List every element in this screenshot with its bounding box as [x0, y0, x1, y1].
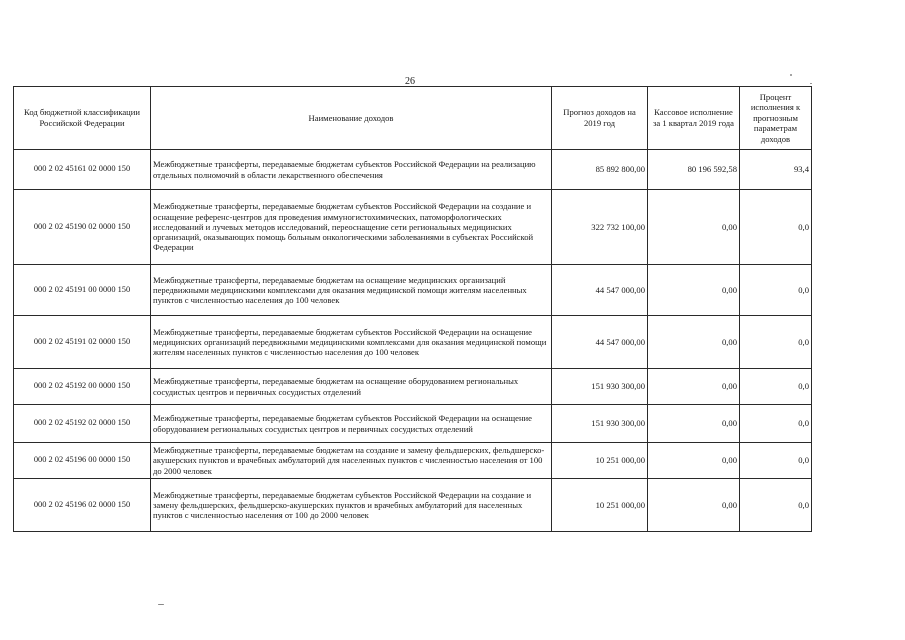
row-name: Межбюджетные трансферты, передаваемые бюджетам на создание и замену фельдшерских, фельдшерско-акушерских пунктов и врачебных амбулаторий для населенных пунктов с численностью населения от 100 до 2000 человек: [151, 443, 552, 479]
row-execution: 80 196 592,58: [648, 150, 740, 190]
row-execution: 0,00: [648, 443, 740, 479]
row-forecast: 151 930 300,00: [552, 405, 648, 443]
row-code: 000 2 02 45192 00 0000 150: [14, 369, 151, 405]
row-execution: 0,00: [648, 479, 740, 532]
header-budget-code: Код бюджетной классификации Российской Федерации: [14, 87, 151, 150]
row-percent: 0,0: [740, 405, 812, 443]
row-code: 000 2 02 45191 02 0000 150: [14, 316, 151, 369]
row-execution: 0,00: [648, 190, 740, 265]
row-forecast: 322 732 100,00: [552, 190, 648, 265]
row-execution: 0,00: [648, 369, 740, 405]
row-percent: 0,0: [740, 190, 812, 265]
row-execution: 0,00: [648, 316, 740, 369]
revenue-table: [13, 86, 812, 532]
row-percent: 93,4: [740, 150, 812, 190]
table-row: [14, 316, 812, 369]
row-percent: 0,0: [740, 265, 812, 316]
row-name: Межбюджетные трансферты, передаваемые бюджетам субъектов Российской Федерации на создание и оснащение референс-центров для проведения иммуногистохимических, патоморфологических исследований и лучевых методов исследований, переоснащение сети региональных медицинских организаций, оказывающих помощь больным онкологическими заболеваниями в субъектах Российской Федерации: [151, 190, 552, 265]
row-name: Межбюджетные трансферты, передаваемые бюджетам на оснащение медицинских организаций передвижными медицинскими комплексами для оказания медицинской помощи жителям населенных пунктов с численностью населения до 100 человек: [151, 265, 552, 316]
table-row: [14, 405, 812, 443]
header-forecast: Прогноз доходов на 2019 год: [552, 87, 648, 150]
row-percent: 0,0: [740, 316, 812, 369]
row-name: Межбюджетные трансферты, передаваемые бюджетам субъектов Российской Федерации на реализацию отдельных полномочий в области лекарственного обеспечения: [151, 150, 552, 190]
row-code: 000 2 02 45191 00 0000 150: [14, 265, 151, 316]
page-number: 26: [405, 76, 415, 87]
row-code: 000 2 02 45190 02 0000 150: [14, 190, 151, 265]
row-code: 000 2 02 45196 02 0000 150: [14, 479, 151, 532]
table-header-row: [14, 87, 812, 150]
row-percent: 0,0: [740, 479, 812, 532]
row-forecast: 85 892 800,00: [552, 150, 648, 190]
table-row: [14, 190, 812, 265]
row-name: Межбюджетные трансферты, передаваемые бюджетам на оснащение оборудованием региональных сосудистых центров и первичных сосудистых отделений: [151, 369, 552, 405]
row-execution: 0,00: [648, 265, 740, 316]
table-row: [14, 479, 812, 532]
row-percent: 0,0: [740, 443, 812, 479]
row-code: 000 2 02 45192 02 0000 150: [14, 405, 151, 443]
row-name: Межбюджетные трансферты, передаваемые бюджетам субъектов Российской Федерации на оснащение оборудованием региональных сосудистых центров и первичных сосудистых отделений: [151, 405, 552, 443]
row-percent: 0,0: [740, 369, 812, 405]
row-execution: 0,00: [648, 405, 740, 443]
header-revenue-name: Наименование доходов: [151, 87, 552, 150]
table-row: [14, 150, 812, 190]
table-row: [14, 265, 812, 316]
scan-speck: [158, 604, 164, 605]
row-forecast: 151 930 300,00: [552, 369, 648, 405]
header-execution: Кассовое исполнение за 1 квартал 2019 года: [648, 87, 740, 150]
scan-speck: [790, 74, 792, 76]
row-forecast: 44 547 000,00: [552, 316, 648, 369]
row-name: Межбюджетные трансферты, передаваемые бюджетам субъектов Российской Федерации на оснащение медицинских организаций передвижными медицинскими комплексами для оказания медицинской помощи жителям населенных пунктов с численностью населения до 100 человек: [151, 316, 552, 369]
row-code: 000 2 02 45196 00 0000 150: [14, 443, 151, 479]
row-forecast: 44 547 000,00: [552, 265, 648, 316]
table-row: [14, 369, 812, 405]
row-forecast: 10 251 000,00: [552, 443, 648, 479]
row-code: 000 2 02 45161 02 0000 150: [14, 150, 151, 190]
header-percent: Процент исполнения к прогнозным параметрам доходов: [740, 87, 812, 150]
row-forecast: 10 251 000,00: [552, 479, 648, 532]
table-row: [14, 443, 812, 479]
row-name: Межбюджетные трансферты, передаваемые бюджетам субъектов Российской Федерации на создание и замену фельдшерских, фельдшерско-акушерских пунктов и врачебных амбулаторий для населенных пунктов с численностью населения от 100 до 2000 человек: [151, 479, 552, 532]
scan-speck: [810, 83, 812, 84]
